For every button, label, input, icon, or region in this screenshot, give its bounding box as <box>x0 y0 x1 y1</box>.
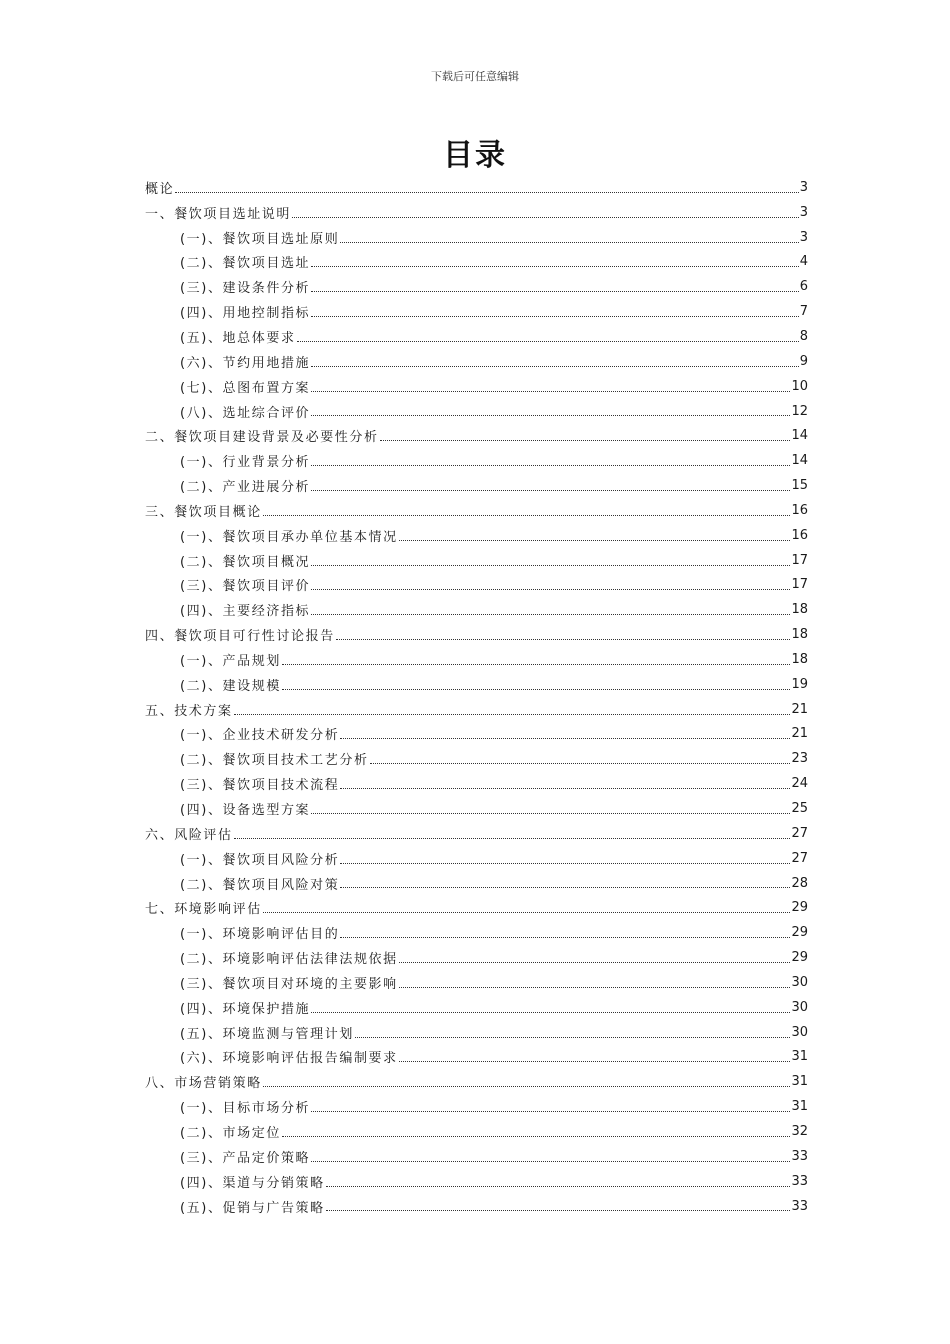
toc-entry-page-number: 31 <box>791 1049 808 1065</box>
toc-entry-label: (四)、环境保护措施 <box>180 1001 311 1017</box>
toc-entry-page-number: 29 <box>791 925 808 941</box>
toc-entry-page-number: 4 <box>799 254 808 270</box>
toc-title: 目录 <box>443 138 507 173</box>
dot-leader <box>263 508 791 516</box>
toc-entry-label: (一)、企业技术研发分析 <box>180 728 340 744</box>
toc-entry-page-number: 16 <box>791 527 808 543</box>
toc-subentry[interactable] <box>145 274 808 299</box>
dot-leader <box>263 905 791 913</box>
dot-leader <box>311 1104 790 1112</box>
toc-subentry[interactable] <box>145 573 808 598</box>
toc-entry[interactable] <box>145 697 808 722</box>
toc-subentry[interactable] <box>145 225 808 250</box>
toc-entry[interactable] <box>145 821 808 846</box>
dot-leader <box>311 359 799 367</box>
dot-leader <box>311 558 790 566</box>
dot-leader <box>282 1129 791 1137</box>
toc-entry-label: (三)、餐饮项目对环境的主要影响 <box>180 976 398 992</box>
toc-entry-page-number: 27 <box>791 825 808 841</box>
dot-leader <box>263 1079 791 1087</box>
dot-leader <box>311 1154 790 1162</box>
dot-leader <box>340 880 790 888</box>
dot-leader <box>326 1203 791 1211</box>
dot-leader <box>311 582 790 590</box>
dot-leader <box>399 980 791 988</box>
toc-entry-label: (二)、产业进展分析 <box>180 480 311 496</box>
toc-subentry[interactable] <box>145 324 808 349</box>
toc-subentry[interactable] <box>145 1169 808 1194</box>
toc-subentry[interactable] <box>145 871 808 896</box>
toc-subentry[interactable] <box>145 374 808 399</box>
toc-entry-page-number: 10 <box>791 378 808 394</box>
toc-entry[interactable] <box>145 498 808 523</box>
toc-entry-label: (四)、主要经济指标 <box>180 604 311 620</box>
toc-subentry[interactable] <box>145 473 808 498</box>
toc-list <box>145 175 808 1218</box>
toc-entry-label: 七、环境影响评估 <box>145 902 262 918</box>
toc-entry-label: (二)、餐饮项目概况 <box>180 554 311 570</box>
toc-entry-page-number: 25 <box>791 801 808 817</box>
toc-subentry[interactable] <box>145 548 808 573</box>
toc-entry-label: (三)、餐饮项目技术流程 <box>180 778 340 794</box>
toc-entry[interactable] <box>145 895 808 920</box>
toc-entry-label: (四)、设备选型方案 <box>180 803 311 819</box>
toc-entry-label: (五)、地总体要求 <box>180 330 296 346</box>
toc-entry-label: 六、风险评估 <box>145 827 233 843</box>
toc-subentry[interactable] <box>145 846 808 871</box>
toc-entry-page-number: 29 <box>791 900 808 916</box>
toc-entry-label: 一、餐饮项目选址说明 <box>145 206 292 222</box>
toc-subentry[interactable] <box>145 1144 808 1169</box>
dot-leader <box>311 384 790 392</box>
dot-leader <box>380 433 791 441</box>
toc-subentry[interactable] <box>145 647 808 672</box>
toc-entry-page-number: 21 <box>791 701 808 717</box>
toc-entry-page-number: 33 <box>791 1173 808 1189</box>
toc-entry-label: (八)、选址综合评价 <box>180 405 311 421</box>
dot-leader <box>399 955 791 963</box>
toc-entry-label: (四)、渠道与分销策略 <box>180 1175 325 1191</box>
toc-entry-label: (二)、餐饮项目选址 <box>180 256 311 272</box>
toc-entry-label: 八、市场营销策略 <box>145 1076 262 1092</box>
toc-subentry[interactable] <box>145 597 808 622</box>
toc-entry-page-number: 6 <box>799 279 808 295</box>
toc-entry-label: (一)、餐饮项目选址原则 <box>180 231 340 247</box>
dot-leader <box>311 458 790 466</box>
dot-leader <box>311 1005 790 1013</box>
toc-subentry[interactable] <box>145 945 808 970</box>
dot-leader <box>340 856 790 864</box>
dot-leader <box>297 334 799 342</box>
toc-entry-page-number: 18 <box>791 602 808 618</box>
dot-leader <box>336 632 791 640</box>
dot-leader <box>234 707 791 715</box>
dot-leader <box>234 831 791 839</box>
toc-entry-label: (一)、行业背景分析 <box>180 455 311 471</box>
toc-entry-label: (六)、环境影响评估报告编制要求 <box>180 1051 398 1067</box>
toc-entry-label: (二)、市场定位 <box>180 1125 281 1141</box>
dot-leader <box>292 210 799 218</box>
toc-entry-label: 三、餐饮项目概论 <box>145 504 262 520</box>
toc-entry-page-number: 21 <box>791 726 808 742</box>
toc-entry-label: (三)、产品定价策略 <box>180 1150 311 1166</box>
toc-subentry[interactable] <box>145 746 808 771</box>
toc-entry-page-number: 8 <box>799 328 808 344</box>
toc-entry-label: (六)、节约用地措施 <box>180 355 311 371</box>
toc-entry-page-number: 23 <box>791 751 808 767</box>
toc-subentry[interactable] <box>145 1020 808 1045</box>
toc-entry-label: (二)、餐饮项目风险对策 <box>180 877 340 893</box>
toc-subentry[interactable] <box>145 349 808 374</box>
toc-entry-page-number: 9 <box>799 353 808 369</box>
dot-leader <box>311 309 799 317</box>
dot-leader <box>340 731 790 739</box>
toc-entry-page-number: 32 <box>791 1123 808 1139</box>
toc-entry[interactable] <box>145 1069 808 1094</box>
toc-entry-label: 五、技术方案 <box>145 703 233 719</box>
toc-entry-label: 四、餐饮项目可行性讨论报告 <box>145 629 335 645</box>
toc-entry-label: (三)、餐饮项目评价 <box>180 579 311 595</box>
toc-entry-page-number: 12 <box>791 403 808 419</box>
toc-entry[interactable] <box>145 175 808 200</box>
toc-entry-label: (五)、促销与广告策略 <box>180 1200 325 1216</box>
dot-leader <box>311 806 790 814</box>
toc-entry-label: 概论 <box>145 181 175 197</box>
toc-entry-page-number: 19 <box>791 676 808 692</box>
toc-entry[interactable] <box>145 622 808 647</box>
toc-entry-label: (一)、环境影响评估目的 <box>180 927 340 943</box>
toc-entry-label: (四)、用地控制指标 <box>180 306 311 322</box>
toc-entry-label: (二)、建设规模 <box>180 678 281 694</box>
dot-leader <box>282 657 791 665</box>
toc-entry-label: (二)、环境影响评估法律法规依据 <box>180 952 398 968</box>
dot-leader <box>311 408 790 416</box>
toc-entry-page-number: 7 <box>799 304 808 320</box>
dot-leader <box>311 483 790 491</box>
dot-leader <box>326 1179 791 1187</box>
toc-subentry[interactable] <box>145 523 808 548</box>
dot-leader <box>370 756 791 764</box>
dot-leader <box>340 781 790 789</box>
toc-entry-page-number: 14 <box>791 453 808 469</box>
toc-subentry[interactable] <box>145 796 808 821</box>
toc-entry-page-number: 27 <box>791 850 808 866</box>
toc-subentry[interactable] <box>145 771 808 796</box>
toc-entry-label: (一)、目标市场分析 <box>180 1101 311 1117</box>
toc-entry-page-number: 18 <box>791 651 808 667</box>
dot-leader <box>355 1030 791 1038</box>
toc-entry-label: (一)、产品规划 <box>180 653 281 669</box>
toc-entry-page-number: 17 <box>791 552 808 568</box>
toc-entry-label: (三)、建设条件分析 <box>180 281 311 297</box>
toc-entry-label: (一)、餐饮项目风险分析 <box>180 852 340 868</box>
toc-entry-label: 二、餐饮项目建设背景及必要性分析 <box>145 430 379 446</box>
toc-entry-page-number: 3 <box>799 204 808 220</box>
toc-entry-page-number: 16 <box>791 502 808 518</box>
toc-entry[interactable] <box>145 200 808 225</box>
toc-entry-page-number: 31 <box>791 1074 808 1090</box>
toc-subentry[interactable] <box>145 995 808 1020</box>
dot-leader <box>282 682 791 690</box>
toc-entry-page-number: 33 <box>791 1198 808 1214</box>
dot-leader <box>399 1054 791 1062</box>
toc-entry-page-number: 29 <box>791 950 808 966</box>
dot-leader <box>340 235 798 243</box>
toc-entry-label: (七)、总图布置方案 <box>180 380 311 396</box>
toc-entry-page-number: 33 <box>791 1148 808 1164</box>
toc-subentry[interactable] <box>145 250 808 275</box>
toc-subentry[interactable] <box>145 448 808 473</box>
toc-subentry[interactable] <box>145 1194 808 1219</box>
dot-leader <box>340 930 790 938</box>
toc-entry-label: (一)、餐饮项目承办单位基本情况 <box>180 529 398 545</box>
dot-leader <box>311 607 790 615</box>
toc-subentry[interactable] <box>145 399 808 424</box>
toc-subentry[interactable] <box>145 1094 808 1119</box>
dot-leader <box>311 259 799 267</box>
dot-leader <box>175 185 799 193</box>
dot-leader <box>399 533 791 541</box>
toc-entry-page-number: 28 <box>791 875 808 891</box>
toc-subentry[interactable] <box>145 722 808 747</box>
toc-entry-page-number: 3 <box>799 179 808 195</box>
toc-entry-page-number: 30 <box>791 974 808 990</box>
toc-subentry[interactable] <box>145 1045 808 1070</box>
toc-entry-page-number: 30 <box>791 1024 808 1040</box>
toc-subentry[interactable] <box>145 299 808 324</box>
toc-subentry[interactable] <box>145 920 808 945</box>
header-note: 下载后可任意编辑 <box>431 70 519 83</box>
toc-entry-page-number: 15 <box>791 478 808 494</box>
toc-entry-page-number: 24 <box>791 776 808 792</box>
toc-entry-page-number: 3 <box>799 229 808 245</box>
toc-subentry[interactable] <box>145 672 808 697</box>
toc-entry-page-number: 30 <box>791 999 808 1015</box>
toc-subentry[interactable] <box>145 1119 808 1144</box>
toc-subentry[interactable] <box>145 970 808 995</box>
toc-entry-page-number: 14 <box>791 428 808 444</box>
toc-entry-page-number: 18 <box>791 627 808 643</box>
toc-entry-label: (五)、环境监测与管理计划 <box>180 1026 354 1042</box>
toc-entry-label: (二)、餐饮项目技术工艺分析 <box>180 753 369 769</box>
toc-entry-page-number: 31 <box>791 1099 808 1115</box>
toc-entry[interactable] <box>145 423 808 448</box>
toc-entry-page-number: 17 <box>791 577 808 593</box>
dot-leader <box>311 284 799 292</box>
